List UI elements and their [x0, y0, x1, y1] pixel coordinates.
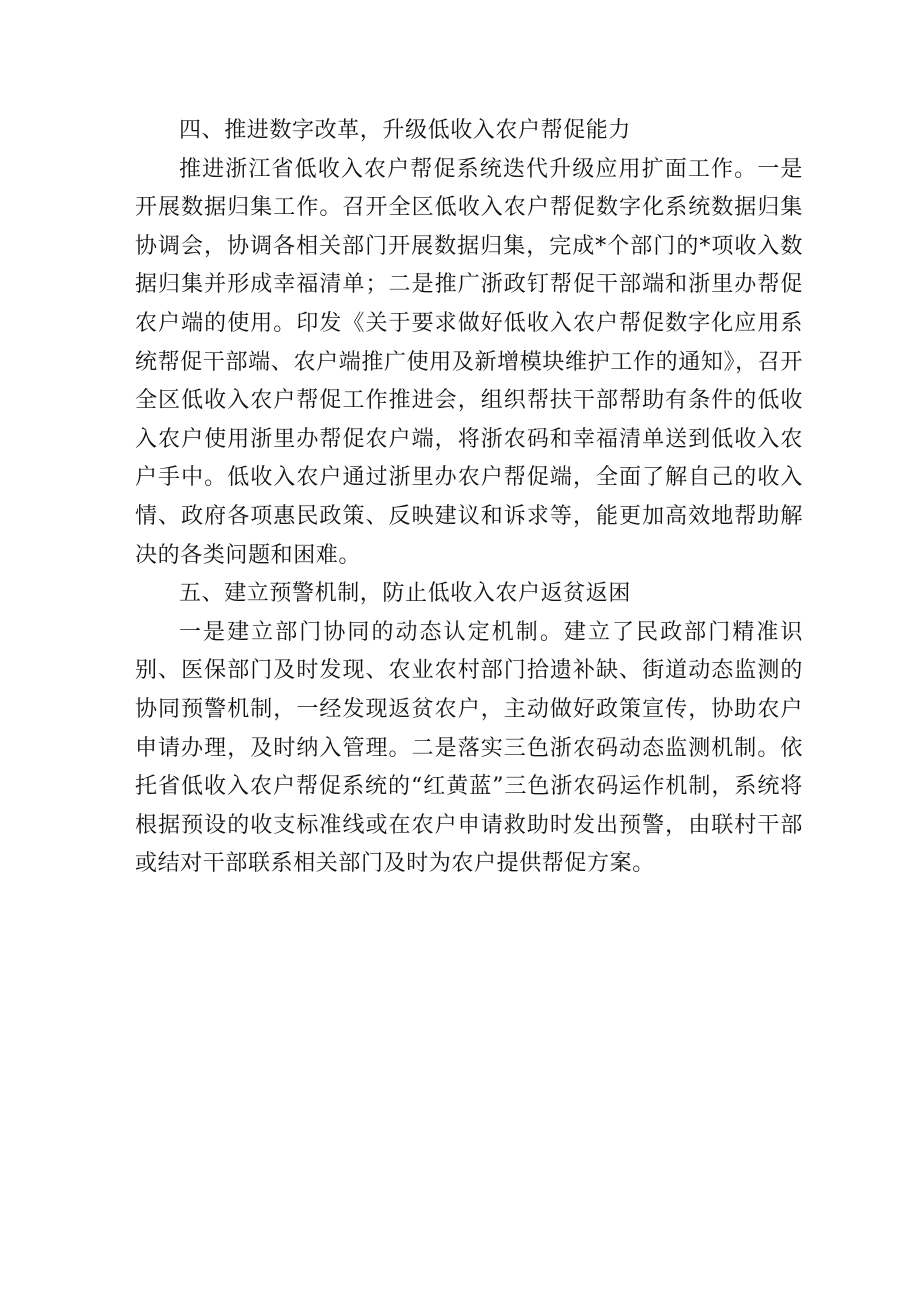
document-body	[135, 112, 803, 884]
section-5-paragraph: 一是建立部门协同的动态认定机制。建立了民政部门精准识别、医保部门及时发现、农业农村部门拾遗补缺、街道动态监测的协同预警机制，一经发现返贫农户，主动做好政策宣传，协助农户申请办理，及时纳入管理。二是落实三色浙农码动态监测机制。依托省低收入农户帮促系统的“红黄蓝”三色浙农码运作机制，系统将根据预设的收支标准线或在农户申请救助时发出预警，由联村干部或结对干部联系相关部门及时为农户提供帮促方案。	[135, 619, 803, 877]
section-heading-5: 五、建立预警机制，防止低收入农户返贫返困	[179, 581, 632, 607]
section-heading-4: 四、推进数字改革，升级低收入农户帮促能力	[179, 118, 632, 143]
section-4-paragraph: 推进浙江省低收入农户帮促系统迭代升级应用扩面工作。一是开展数据归集工作。召开全区低收入农户帮促数字化系统数据归集协调会，协调各相关部门开展数据归集，完成*个部门的*项收入数据归集并形成幸福清单；二是推广浙政钉帮促干部端和浙里办帮促农户端的使用。印发《关于要求做好低收入农户帮促数字化应用系统帮促干部端、农户端推广使用及新增模块维护工作的通知》，召开全区低收入农户帮促工作推进会，组织帮扶干部帮助有条件的低收入农户使用浙里办帮促农户端，将浙农码和幸福清单送到低收入农户手中。低收入农户通过浙里办农户帮促端，全面了解自己的收入情、政府各项惠民政策、反映建议和诉求等，能更加高效地帮助解决的各类问题和困难。	[135, 156, 803, 568]
